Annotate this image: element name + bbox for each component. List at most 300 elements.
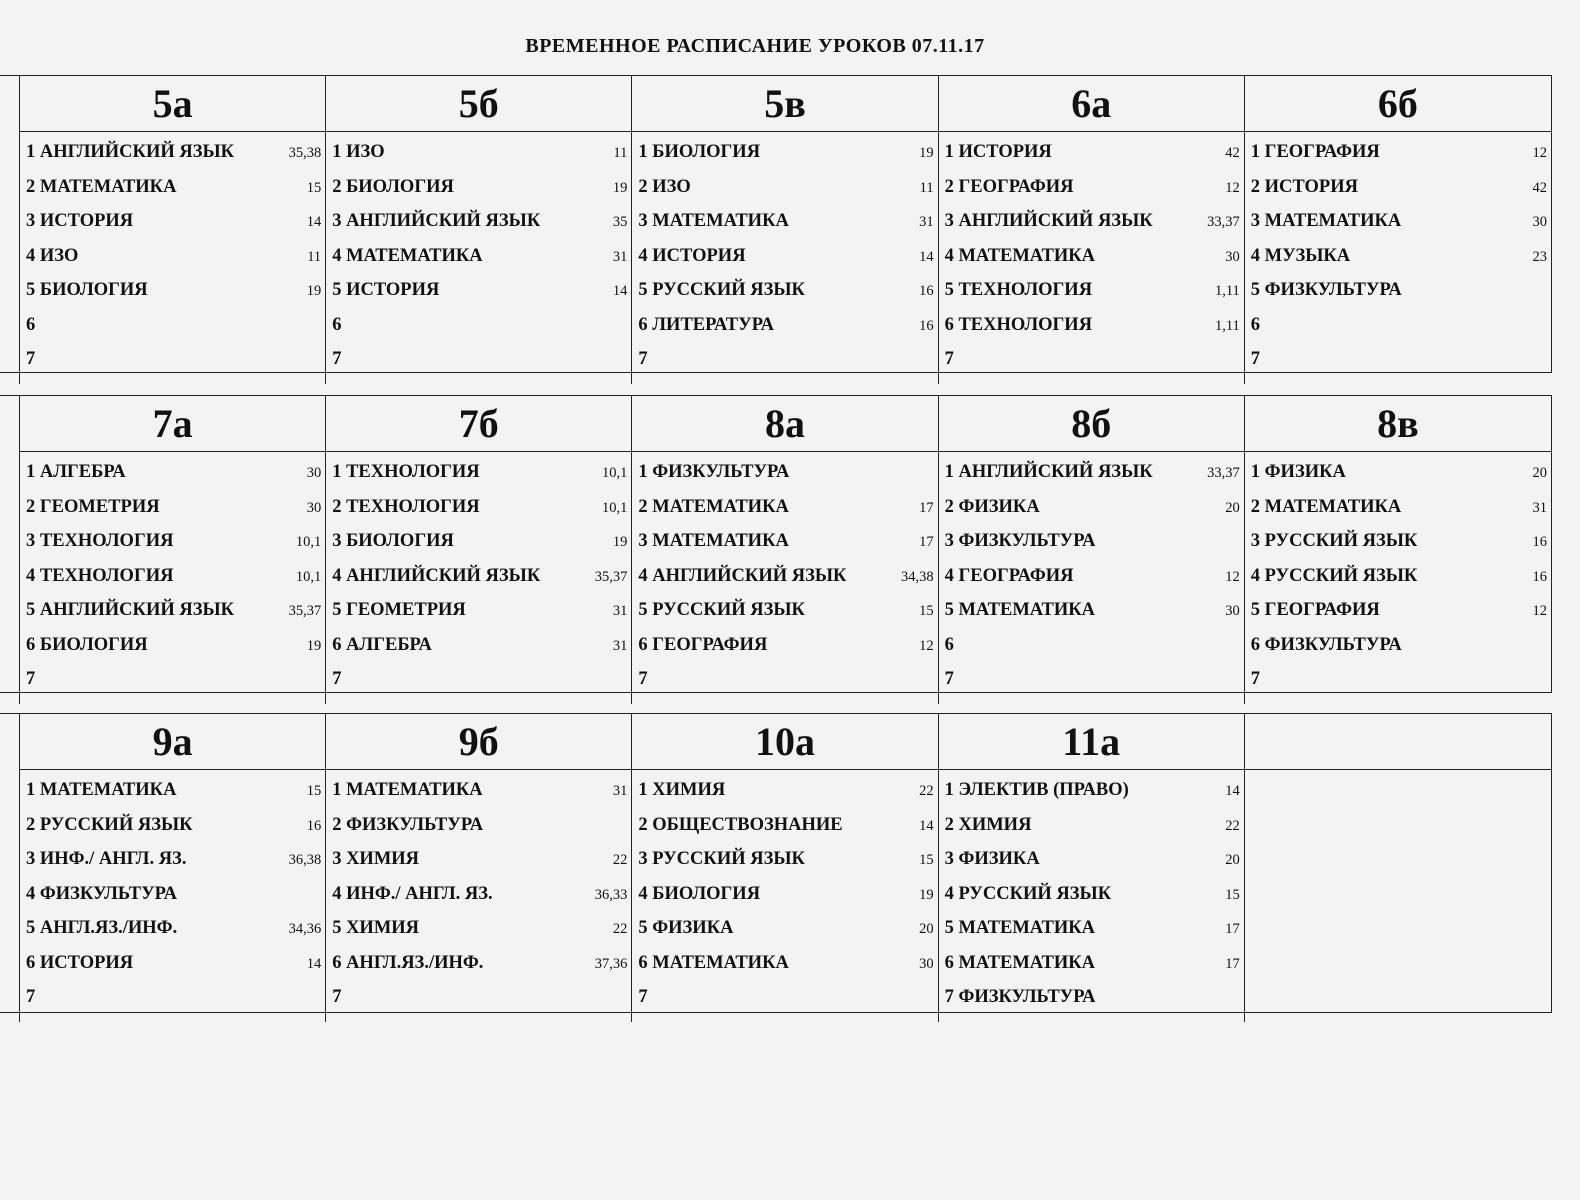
class-lessons <box>939 452 1245 704</box>
lesson-label <box>1251 531 1418 552</box>
lesson-number: 4 <box>26 565 36 586</box>
lesson-number: 2 <box>944 814 954 835</box>
lesson-label <box>26 635 148 656</box>
lesson-label <box>26 497 160 518</box>
lesson-label <box>332 987 341 1008</box>
lesson-label <box>638 669 647 690</box>
lesson-room: 42 <box>1532 179 1547 196</box>
lesson-row <box>332 315 627 350</box>
lesson-room: 35,37 <box>594 568 628 585</box>
lesson-row <box>945 497 1240 532</box>
lesson-room: 33,37 <box>1207 214 1240 230</box>
lesson-room: 22 <box>1225 817 1240 834</box>
lesson-room: 35,37 <box>288 603 322 619</box>
lesson-row <box>332 246 627 281</box>
left-gutter <box>0 396 20 704</box>
lesson-number: 3 <box>332 531 342 551</box>
lesson-label <box>26 669 35 690</box>
lesson-label <box>1251 211 1401 232</box>
lesson-room: 15 <box>919 603 934 619</box>
lesson-room: 34,38 <box>900 568 934 585</box>
lesson-label <box>26 884 177 905</box>
class-lessons <box>326 452 632 704</box>
lesson-row <box>1251 462 1547 497</box>
lesson-subject: ТЕХНОЛОГИЯ <box>39 565 174 586</box>
lesson-label <box>945 849 1040 870</box>
lesson-row <box>332 142 627 177</box>
lesson-room: 16 <box>306 817 322 834</box>
lesson-row <box>638 349 933 384</box>
lesson-room: 1,11 <box>1214 317 1240 334</box>
lesson-subject: РУССКИЙ ЯЗЫК <box>652 280 805 300</box>
lesson-subject: АЛГЕБРА <box>39 462 126 482</box>
lesson-room: 10,1 <box>602 499 628 516</box>
lesson-label <box>26 349 35 370</box>
lesson-row <box>638 566 933 601</box>
lesson-number: 5 <box>332 280 342 300</box>
lesson-number: 6 <box>638 634 648 655</box>
lesson-subject: БИОЛОГИЯ <box>346 176 454 197</box>
lesson-subject: ГЕОГРАФИЯ <box>1264 600 1380 620</box>
lesson-subject: ИСТОРИЯ <box>39 211 134 231</box>
lesson-number: 2 <box>944 176 954 197</box>
lesson-label <box>638 246 745 267</box>
lesson-room: 15 <box>1225 886 1240 903</box>
lesson-room: 23 <box>1532 248 1547 265</box>
lesson-room: 14 <box>1225 783 1240 799</box>
lesson-subject: БИОЛОГИЯ <box>346 531 454 551</box>
lesson-number: 4 <box>944 565 954 586</box>
class-lessons <box>20 132 326 384</box>
lesson-label <box>638 918 733 939</box>
lesson-label <box>638 142 760 163</box>
class-header: 11а <box>939 714 1245 770</box>
lesson-label <box>26 280 148 301</box>
lesson-label <box>1251 315 1260 336</box>
lesson-subject: ХИМИЯ <box>958 814 1032 835</box>
lesson-row <box>26 815 321 850</box>
lesson-room: 20 <box>919 921 934 937</box>
lesson-row <box>638 531 933 566</box>
lesson-row <box>332 177 627 212</box>
lesson-subject: ИЗО <box>346 142 385 162</box>
lesson-room: 15 <box>919 852 934 868</box>
lesson-label <box>638 566 846 587</box>
lesson-label <box>945 884 1112 905</box>
lesson-number: 1 <box>1250 142 1261 162</box>
lesson-room: 31 <box>612 783 628 799</box>
lesson-number: 7 <box>26 669 36 689</box>
lesson-label <box>26 600 234 621</box>
class-lessons <box>1245 770 1551 1022</box>
lesson-number: 2 <box>1250 496 1261 517</box>
lesson-subject: ТЕХНОЛОГИЯ <box>39 531 174 551</box>
lesson-row <box>945 884 1240 919</box>
lesson-number: 1 <box>944 462 954 482</box>
lesson-label <box>945 462 1153 483</box>
lesson-subject: МАТЕМАТИКА <box>346 245 483 266</box>
lesson-subject: ИСТОРИЯ <box>39 952 134 973</box>
class-header <box>1245 714 1551 770</box>
lesson-label <box>1251 462 1346 483</box>
lesson-row <box>332 780 627 815</box>
lesson-subject: ФИЗКУЛЬТУРА <box>958 987 1096 1007</box>
lesson-row <box>1251 246 1547 281</box>
lesson-number: 4 <box>332 883 342 904</box>
lesson-row <box>26 177 321 212</box>
lesson-row <box>332 635 627 670</box>
lesson-number: 7 <box>638 987 648 1007</box>
lesson-subject: ОБЩЕСТВОЗНАНИЕ <box>652 814 843 835</box>
lesson-label <box>1251 246 1350 267</box>
lesson-label <box>1251 566 1418 587</box>
lesson-row <box>26 349 321 384</box>
lesson-label <box>26 142 234 163</box>
lesson-row <box>332 884 627 919</box>
lesson-number: 5 <box>332 918 342 938</box>
lesson-label <box>945 211 1153 232</box>
lesson-row <box>332 987 627 1022</box>
lesson-label <box>945 669 954 690</box>
lesson-number: 3 <box>26 531 36 551</box>
lesson-number: 4 <box>944 245 954 266</box>
lesson-number: 7 <box>1250 669 1261 689</box>
lesson-label <box>332 462 479 483</box>
lesson-label <box>332 315 341 336</box>
lesson-number: 4 <box>638 245 648 266</box>
lesson-number: 1 <box>26 780 36 800</box>
class-lessons <box>20 452 326 704</box>
lesson-number: 6 <box>26 314 36 335</box>
lesson-row <box>945 531 1240 566</box>
lesson-number: 5 <box>26 918 36 938</box>
lesson-row <box>945 635 1240 670</box>
lesson-label <box>945 566 1074 587</box>
lesson-label <box>332 566 540 587</box>
lesson-subject: ФИЗКУЛЬТУРА <box>1264 634 1402 655</box>
class-header: 5а <box>20 76 326 132</box>
lesson-subject: АНГЛИЙСКИЙ ЯЗЫК <box>652 565 847 586</box>
lesson-row <box>332 600 627 635</box>
lesson-room: 31 <box>612 603 628 619</box>
lesson-row <box>945 669 1240 704</box>
lesson-subject: БИОЛОГИЯ <box>652 883 761 904</box>
lesson-subject: РУССКИЙ ЯЗЫК <box>39 814 193 835</box>
lesson-row <box>1251 600 1547 635</box>
lesson-row <box>332 849 627 884</box>
lesson-subject: МАТЕМАТИКА <box>652 496 789 517</box>
lesson-row <box>638 280 933 315</box>
lesson-room: 19 <box>612 179 628 196</box>
class-header: 5в <box>632 76 938 132</box>
lesson-room: 11 <box>919 179 934 196</box>
lesson-label <box>638 635 767 656</box>
lesson-subject: МАТЕМАТИКА <box>39 176 177 197</box>
lesson-number: 6 <box>944 952 954 973</box>
lesson-room: 16 <box>919 317 934 334</box>
lesson-label <box>332 531 454 552</box>
lesson-room: 35 <box>612 214 628 230</box>
lesson-subject: РУССКИЙ ЯЗЫК <box>958 883 1112 904</box>
lesson-number: 3 <box>26 211 36 231</box>
lesson-room: 14 <box>919 817 934 834</box>
lesson-number: 7 <box>944 987 954 1007</box>
lesson-number: 6 <box>944 314 954 335</box>
lesson-label <box>26 531 173 552</box>
lesson-number: 3 <box>1250 211 1261 231</box>
lesson-room: 30 <box>1225 603 1240 619</box>
lesson-subject: ТЕХНОЛОГИЯ <box>958 280 1093 300</box>
lesson-room: 36,33 <box>594 886 628 903</box>
lesson-row <box>638 918 933 953</box>
lesson-row <box>26 497 321 532</box>
lesson-row <box>638 462 933 497</box>
lesson-label <box>638 531 788 552</box>
lesson-number: 3 <box>638 211 648 231</box>
lesson-row <box>1251 497 1547 532</box>
lesson-number: 1 <box>332 462 342 482</box>
lesson-number: 2 <box>332 496 342 517</box>
lesson-row <box>26 884 321 919</box>
lesson-subject: БИОЛОГИЯ <box>39 634 148 655</box>
lesson-number: 6 <box>638 314 648 335</box>
lesson-row <box>945 987 1240 1022</box>
lesson-subject: ФИЗИКА <box>958 496 1040 517</box>
lesson-subject: ГЕОМЕТРИЯ <box>346 600 466 620</box>
class-header: 8а <box>632 396 938 452</box>
lesson-subject: ИСТОРИЯ <box>652 245 746 266</box>
lesson-number: 7 <box>332 349 342 369</box>
lesson-number: 2 <box>638 814 648 835</box>
lesson-row <box>26 211 321 246</box>
lesson-label <box>638 849 805 870</box>
lesson-number: 7 <box>332 669 342 689</box>
class-header: 9б <box>326 714 632 770</box>
lesson-number: 7 <box>944 669 954 689</box>
lesson-row <box>26 918 321 953</box>
lesson-subject: ЭЛЕКТИВ (ПРАВО) <box>958 780 1129 800</box>
lesson-row <box>945 462 1240 497</box>
class-lessons <box>939 132 1245 384</box>
lesson-room: 16 <box>1532 534 1547 550</box>
lesson-subject: МАТЕМАТИКА <box>652 531 789 551</box>
lesson-row <box>26 280 321 315</box>
lesson-row <box>638 884 933 919</box>
lesson-row <box>26 780 321 815</box>
lesson-number: 2 <box>332 176 342 197</box>
lesson-subject: ФИЗИКА <box>1264 462 1346 482</box>
schedule-block <box>0 713 1552 1013</box>
lesson-number: 1 <box>332 780 342 800</box>
lesson-label <box>945 497 1040 518</box>
lesson-row <box>332 280 627 315</box>
lesson-subject: МАТЕМАТИКА <box>958 918 1096 938</box>
lesson-label <box>1251 497 1401 518</box>
lesson-number: 6 <box>26 634 36 655</box>
lesson-row <box>945 849 1240 884</box>
schedule-block <box>0 395 1552 693</box>
lesson-label <box>332 177 454 198</box>
lesson-number: 4 <box>26 883 36 904</box>
lesson-subject: ГЕОГРАФИЯ <box>958 565 1074 586</box>
lesson-row <box>945 142 1240 177</box>
lesson-row <box>26 953 321 988</box>
lesson-label <box>945 531 1096 552</box>
lesson-label <box>332 918 419 939</box>
lesson-number: 6 <box>332 952 342 973</box>
lesson-number: 4 <box>332 245 342 266</box>
class-lessons <box>1245 132 1551 384</box>
lesson-number: 5 <box>1250 600 1261 620</box>
lesson-row <box>945 211 1240 246</box>
lesson-number: 2 <box>638 496 648 517</box>
lesson-label <box>26 246 78 267</box>
lesson-row <box>26 669 321 704</box>
lesson-subject: МАТЕМАТИКА <box>346 780 483 800</box>
lesson-room: 10,1 <box>295 568 322 585</box>
lesson-label <box>332 497 479 518</box>
lesson-number: 5 <box>944 918 954 938</box>
lesson-number: 2 <box>26 496 36 517</box>
lesson-label <box>945 780 1129 801</box>
lesson-label <box>332 211 540 232</box>
lesson-number: 6 <box>638 952 648 973</box>
lesson-subject: АНГЛ.ЯЗ./ИНФ. <box>346 952 484 973</box>
lesson-subject: РУССКИЙ ЯЗЫК <box>1264 531 1418 551</box>
lesson-row <box>332 462 627 497</box>
lesson-label <box>332 884 492 905</box>
lesson-room: 12 <box>1532 145 1547 161</box>
lesson-subject: ХИМИЯ <box>652 780 726 800</box>
lesson-subject: ГЕОГРАФИЯ <box>958 176 1074 197</box>
lesson-label <box>332 849 419 870</box>
class-header: 9а <box>20 714 326 770</box>
lesson-row <box>1251 349 1547 384</box>
lesson-number: 3 <box>26 849 36 869</box>
lesson-row <box>1251 211 1547 246</box>
lesson-label <box>26 849 186 870</box>
lesson-room: 15 <box>306 179 322 196</box>
lesson-row <box>1251 142 1547 177</box>
lesson-subject: МАТЕМАТИКА <box>1264 496 1402 517</box>
lesson-number: 6 <box>1250 634 1261 655</box>
lesson-room: 1,11 <box>1214 283 1240 299</box>
lesson-label <box>332 953 483 974</box>
lesson-room: 14 <box>306 955 322 972</box>
lesson-row <box>26 987 321 1022</box>
lesson-subject: АНГЛИЙСКИЙ ЯЗЫК <box>39 600 235 620</box>
lesson-room: 12 <box>1532 603 1547 619</box>
lesson-label <box>638 280 805 301</box>
lesson-subject: ГЕОГРАФИЯ <box>652 634 768 655</box>
lesson-room: 20 <box>1225 499 1240 516</box>
lesson-room: 17 <box>919 534 934 550</box>
lesson-label <box>945 349 954 370</box>
lesson-row <box>332 531 627 566</box>
lesson-number: 4 <box>26 245 36 266</box>
lesson-row <box>26 246 321 281</box>
lesson-room: 35,38 <box>288 145 322 161</box>
lesson-label <box>332 246 482 267</box>
lesson-subject: РУССКИЙ ЯЗЫК <box>652 600 805 620</box>
lesson-label <box>638 884 760 905</box>
lesson-subject: МАТЕМАТИКА <box>958 245 1096 266</box>
lesson-subject: ИСТОРИЯ <box>346 280 440 300</box>
lesson-room: 20 <box>1532 465 1547 481</box>
lesson-subject: МАТЕМАТИКА <box>652 211 789 231</box>
lesson-subject: ФИЗИКА <box>652 918 734 938</box>
lesson-label <box>945 280 1092 301</box>
lesson-label <box>945 246 1095 267</box>
lesson-row <box>1251 531 1547 566</box>
class-header: 7б <box>326 396 632 452</box>
lesson-room: 30 <box>919 955 934 972</box>
class-lessons <box>632 452 938 704</box>
lesson-label <box>1251 349 1260 370</box>
lesson-room: 14 <box>306 214 322 230</box>
lesson-row <box>945 918 1240 953</box>
class-header: 8в <box>1245 396 1551 452</box>
lesson-number: 7 <box>332 987 342 1007</box>
class-lessons <box>326 132 632 384</box>
lesson-number: 3 <box>332 211 342 231</box>
lesson-subject: АНГЛИЙСКИЙ ЯЗЫК <box>346 565 541 586</box>
lesson-row <box>638 780 933 815</box>
left-gutter <box>0 76 20 384</box>
lesson-label <box>332 600 466 621</box>
lesson-number: 3 <box>1250 531 1261 551</box>
lesson-number: 3 <box>944 211 954 231</box>
lesson-room: 30 <box>306 465 322 481</box>
lesson-row <box>945 815 1240 850</box>
lesson-room: 19 <box>919 886 934 903</box>
lesson-number: 3 <box>944 849 954 869</box>
lesson-label <box>26 815 193 836</box>
lesson-label <box>638 462 789 483</box>
lesson-row <box>638 246 933 281</box>
lesson-room: 19 <box>306 637 322 654</box>
lesson-subject: МАТЕМАТИКА <box>958 952 1096 973</box>
lesson-label <box>945 987 1096 1008</box>
lesson-row <box>332 953 627 988</box>
lesson-number: 7 <box>944 349 954 369</box>
lesson-number: 1 <box>26 462 36 482</box>
lesson-room: 31 <box>1532 499 1547 516</box>
lesson-label <box>638 497 788 518</box>
lesson-subject: ФИЗИКА <box>958 849 1040 869</box>
lesson-label <box>638 987 647 1008</box>
lesson-room: 17 <box>919 499 934 516</box>
lesson-row <box>638 497 933 532</box>
lesson-number: 1 <box>944 780 954 800</box>
lesson-subject: МУЗЫКА <box>1264 245 1351 266</box>
lesson-subject: МАТЕМАТИКА <box>652 952 789 973</box>
lesson-number: 7 <box>1250 349 1261 369</box>
lesson-room: 31 <box>612 248 628 265</box>
lesson-row <box>332 497 627 532</box>
lesson-row <box>638 815 933 850</box>
lesson-subject: ФИЗКУЛЬТУРА <box>652 462 790 482</box>
lesson-room: 33,37 <box>1207 465 1240 481</box>
lesson-number: 1 <box>638 780 648 800</box>
lesson-number: 1 <box>944 142 954 162</box>
lesson-subject: ГЕОМЕТРИЯ <box>39 496 160 517</box>
lesson-number: 2 <box>332 814 342 835</box>
lesson-number: 4 <box>638 883 648 904</box>
lesson-room: 30 <box>1532 214 1547 230</box>
lesson-number: 2 <box>1250 176 1261 197</box>
lesson-row <box>638 849 933 884</box>
